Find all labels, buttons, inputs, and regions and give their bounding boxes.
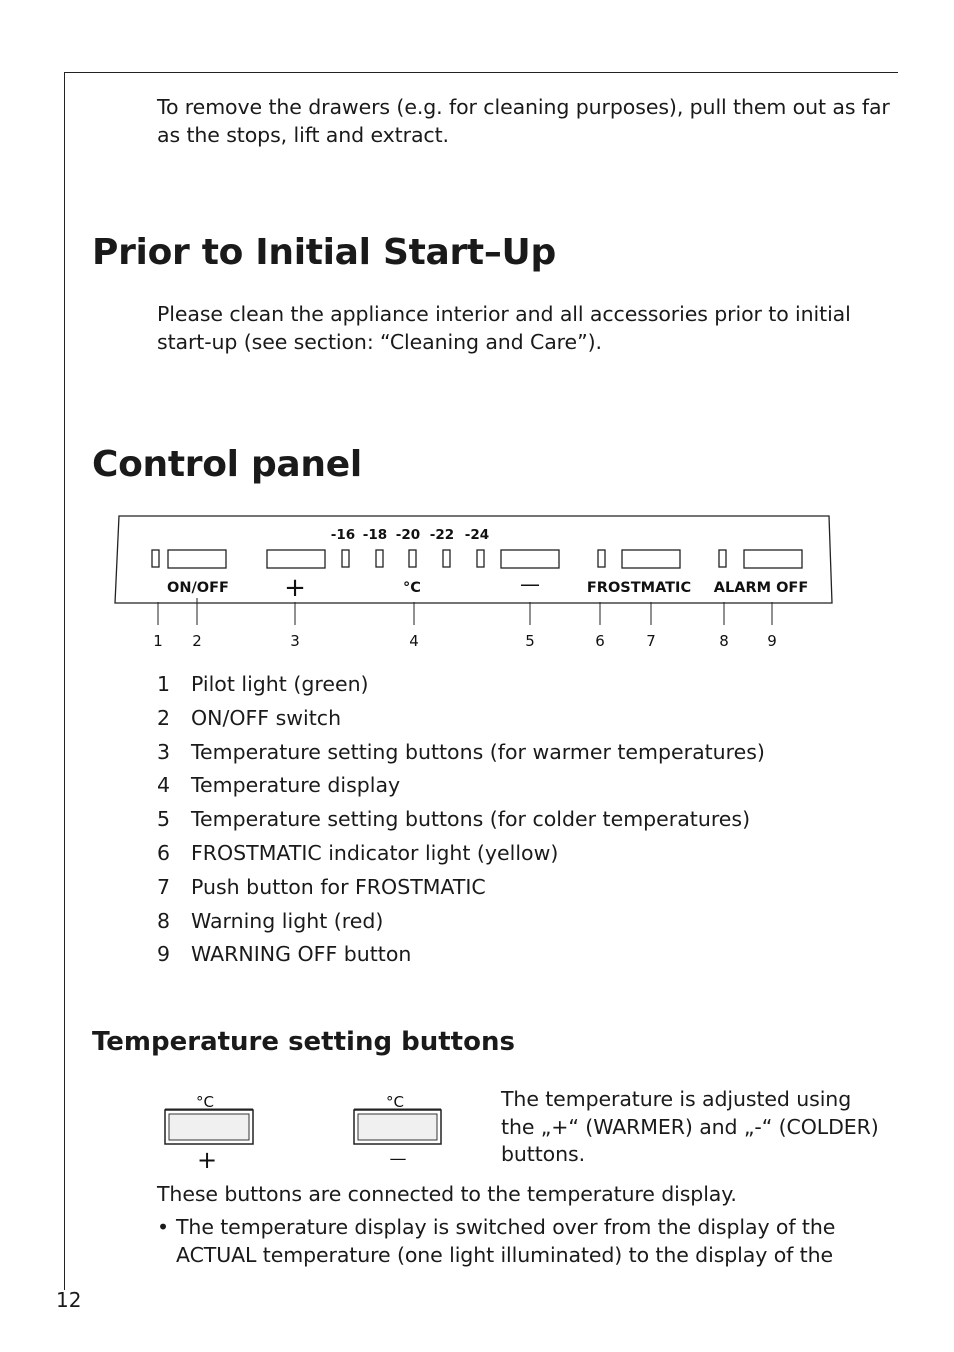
prior-startup-line-2: start-up (see section: “Cleaning and Care”).: [157, 329, 602, 354]
temp-value-5: -24: [464, 527, 490, 543]
temp-light-2: [376, 550, 383, 567]
top-rule: [64, 72, 898, 73]
control-panel-heading: Control panel: [92, 444, 362, 485]
minus-symbol: —: [520, 572, 540, 596]
minus-button-unit: °C: [386, 1093, 404, 1111]
callout-3: 3: [290, 632, 300, 650]
plus-button-unit: °C: [196, 1093, 214, 1111]
temp-buttons-side-text: [501, 1086, 879, 1169]
legend-item: 7 Push button for FROSTMATIC: [157, 874, 486, 899]
temp-light-1: [342, 550, 349, 567]
callout-8: 8: [719, 632, 729, 650]
legend-item: 6 FROSTMATIC indicator light (yellow): [157, 840, 559, 865]
pilot-light: [152, 550, 159, 567]
callout-4: 4: [409, 632, 419, 650]
side-text-line-2: the „+“ (WARMER) and „-“ (COLDER): [501, 1114, 879, 1139]
legend-item: 4 Temperature display: [157, 773, 401, 798]
callout-7: 7: [646, 632, 656, 650]
alarm-off-label: ALARM OFF: [713, 580, 809, 596]
frostmatic-label: FROSTMATIC: [586, 580, 692, 596]
legend-item: 5 Temperature setting buttons (for colder temperatures): [157, 807, 751, 832]
warning-light: [719, 550, 726, 567]
control-panel-diagram: [0, 505, 954, 665]
plus-button-symbol: +: [196, 1146, 218, 1174]
callout-2: 2: [192, 632, 202, 650]
temp-value-4: -22: [429, 527, 455, 543]
frostmatic-light: [598, 550, 605, 567]
warmer-button: [267, 550, 325, 568]
prior-startup-heading: Prior to Initial Start–Up: [92, 232, 556, 273]
minus-button-face: [358, 1114, 437, 1140]
temp-buttons-heading: Temperature setting buttons: [92, 1027, 515, 1057]
alarm-off-button: [744, 550, 802, 568]
temp-buttons-paragraph: These buttons are connected to the temperature display.: [157, 1182, 737, 1206]
frostmatic-button: [622, 550, 680, 568]
prior-startup-line-1: Please clean the appliance interior and all accessories prior to initial: [157, 302, 851, 326]
prior-startup-paragraph: [157, 301, 851, 356]
minus-button-symbol: —: [389, 1149, 407, 1169]
unit-label: °C: [403, 580, 421, 596]
callout-5: 5: [525, 632, 535, 650]
page-number: 12: [56, 1288, 82, 1312]
temp-light-5: [477, 550, 484, 567]
legend-item: 1 Pilot light (green): [157, 672, 369, 696]
on-off-label: ON/OFF: [167, 580, 229, 596]
plus-symbol: +: [284, 573, 306, 603]
intro-line-1: To remove the drawers (e.g. for cleaning purposes), pull them out as far: [157, 95, 890, 119]
temp-value-2: -18: [362, 527, 388, 543]
intro-paragraph: [157, 94, 890, 149]
legend-item: 8 Warning light (red): [157, 908, 384, 933]
legend-item: 2 ON/OFF switch: [157, 705, 342, 730]
callout-1: 1: [153, 632, 163, 650]
legend-item: 3 Temperature setting buttons (for warmer temperatures): [157, 739, 765, 764]
callout-6: 6: [595, 632, 605, 650]
temp-light-4: [443, 550, 450, 567]
side-text-line-3: buttons.: [501, 1142, 586, 1166]
bullet-item: [157, 1214, 835, 1269]
colder-button: [501, 550, 559, 568]
bullet-line-2: ACTUAL temperature (one light illuminated) to the display of the: [176, 1242, 834, 1267]
side-text-line-1: The temperature is adjusted using: [501, 1087, 852, 1111]
temp-value-1: -16: [330, 527, 356, 543]
temp-value-3: -20: [395, 527, 421, 543]
temp-buttons-figure: [0, 1085, 480, 1175]
on-off-button: [168, 550, 226, 568]
control-panel-legend: [157, 668, 765, 972]
bullet-line-1: The temperature display is switched over from the display of the: [176, 1215, 836, 1239]
temp-light-3: [409, 550, 416, 567]
legend-item: 9 WARNING OFF button: [157, 942, 412, 967]
intro-line-2: as the stops, lift and extract.: [157, 122, 449, 147]
bullet-mark: •: [157, 1215, 169, 1239]
plus-button-face: [169, 1114, 249, 1140]
callout-9: 9: [767, 632, 777, 650]
